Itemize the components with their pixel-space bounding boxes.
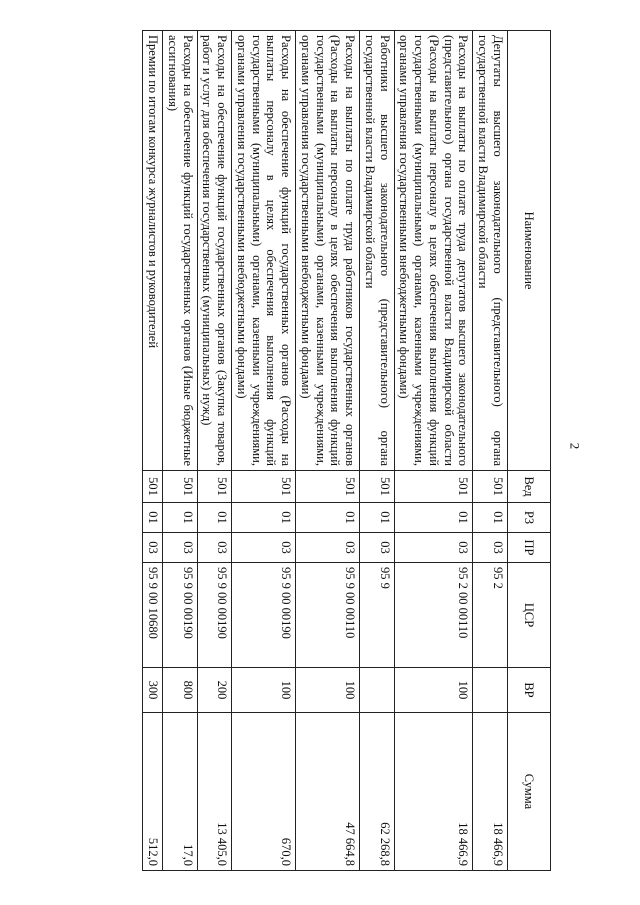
row-vr: 300: [143, 668, 163, 713]
row-rz: 01: [232, 503, 296, 533]
row-rz: 01: [163, 503, 198, 533]
row-pr: 03: [163, 533, 198, 563]
row-ved: 501: [296, 471, 360, 503]
rotated-table-container: [0, 30, 551, 870]
row-csr: 95 9 00 10680: [143, 563, 163, 668]
row-vr: [473, 668, 508, 713]
row-ved: 501: [143, 471, 163, 503]
row-ved: 501: [473, 471, 508, 503]
row-name: Расходы на обеспечение функций государственных органов (Расходы на выплаты персоналу в целях обеспечения выполнения функций государственными (муниципальными) органами, казенными учреждениями, органами управления государственными внебюджетными фондами): [232, 31, 296, 471]
header-vr: ВР: [508, 668, 551, 713]
row-vr: 800: [163, 668, 198, 713]
header-rz: РЗ: [508, 503, 551, 533]
row-rz: 01: [473, 503, 508, 533]
row-vr: [360, 668, 395, 713]
row-sum: 18 466,9: [473, 713, 508, 871]
row-csr: 95 9 00 00110: [296, 563, 360, 668]
row-vr: 100: [394, 668, 473, 713]
row-ved: 501: [394, 471, 473, 503]
row-csr: 95 9: [360, 563, 395, 668]
row-pr: 03: [232, 533, 296, 563]
header-csr: ЦСР: [508, 563, 551, 668]
table-row: [163, 31, 198, 871]
table-row: [296, 31, 360, 871]
row-pr: 03: [394, 533, 473, 563]
row-csr: 95 2 00 00110: [394, 563, 473, 668]
row-csr: 95 2: [473, 563, 508, 668]
row-name: Расходы на обеспечение функций государственных органов (Иные бюджетные ассигнования): [163, 31, 198, 471]
table-row: [197, 31, 232, 871]
row-csr: 95 9 00 00190: [163, 563, 198, 668]
table-header-row: [508, 31, 551, 871]
row-name: Расходы на обеспечение функций государственных органов (Закупка товаров, работ и услуг для обеспечения государственных (муниципальных) нужд): [197, 31, 232, 471]
row-pr: 03: [360, 533, 395, 563]
table-row: [143, 31, 163, 871]
row-name: Премии по итогам конкурса журналистов и руководителей: [143, 31, 163, 471]
row-rz: 01: [360, 503, 395, 533]
row-ved: 501: [360, 471, 395, 503]
row-sum: 18 466,9: [394, 713, 473, 871]
row-csr: 95 9 00 00190: [197, 563, 232, 668]
row-rz: 01: [197, 503, 232, 533]
header-name: Наименование: [508, 31, 551, 471]
row-sum: 13 405,0: [197, 713, 232, 871]
row-vr: 200: [197, 668, 232, 713]
page-number: 2: [567, 442, 583, 450]
table-row: [473, 31, 508, 871]
header-ved: Вед: [508, 471, 551, 503]
row-pr: 03: [197, 533, 232, 563]
row-pr: 03: [143, 533, 163, 563]
row-ved: 501: [197, 471, 232, 503]
header-sum: Сумма: [508, 713, 551, 871]
row-sum: 62 268,8: [360, 713, 395, 871]
row-vr: 100: [296, 668, 360, 713]
row-sum: 17,0: [163, 713, 198, 871]
row-ved: 501: [232, 471, 296, 503]
row-pr: 03: [296, 533, 360, 563]
table-row: [394, 31, 473, 871]
row-name: Расходы на выплаты по оплате труда депутатов высшего законодательного (представительного) органа государственной власти Владимирской области (Расходы на выплаты персоналу в целях обеспечения выполнения функций государственными (муниципальными) органами, казенными учреждениями, органами управления государственными внебюджетными фондами): [394, 31, 473, 471]
row-pr: 03: [473, 533, 508, 563]
table-row: [232, 31, 296, 871]
row-sum: 512,0: [143, 713, 163, 871]
header-pr: ПР: [508, 533, 551, 563]
table-row: [360, 31, 395, 871]
budget-table: [143, 30, 552, 871]
row-rz: 01: [394, 503, 473, 533]
row-csr: 95 9 00 00190: [232, 563, 296, 668]
row-vr: 100: [232, 668, 296, 713]
row-name: Депутаты высшего законодательного (представительного) органа государственной власти Владимирской области: [473, 31, 508, 471]
row-name: Работники высшего законодательного (представительного) органа государственной власти Владимирской области: [360, 31, 395, 471]
row-sum: 670,0: [232, 713, 296, 871]
row-ved: 501: [163, 471, 198, 503]
row-rz: 01: [143, 503, 163, 533]
row-sum: 47 664,8: [296, 713, 360, 871]
row-name: Расходы на выплаты по оплате труда работников государственных органов (Расходы на выплаты персоналу в целях обеспечения выполнения функций государственными (муниципальными) органами, казенными учреждениями, органами управления государственными внебюджетными фондами): [296, 31, 360, 471]
row-rz: 01: [296, 503, 360, 533]
